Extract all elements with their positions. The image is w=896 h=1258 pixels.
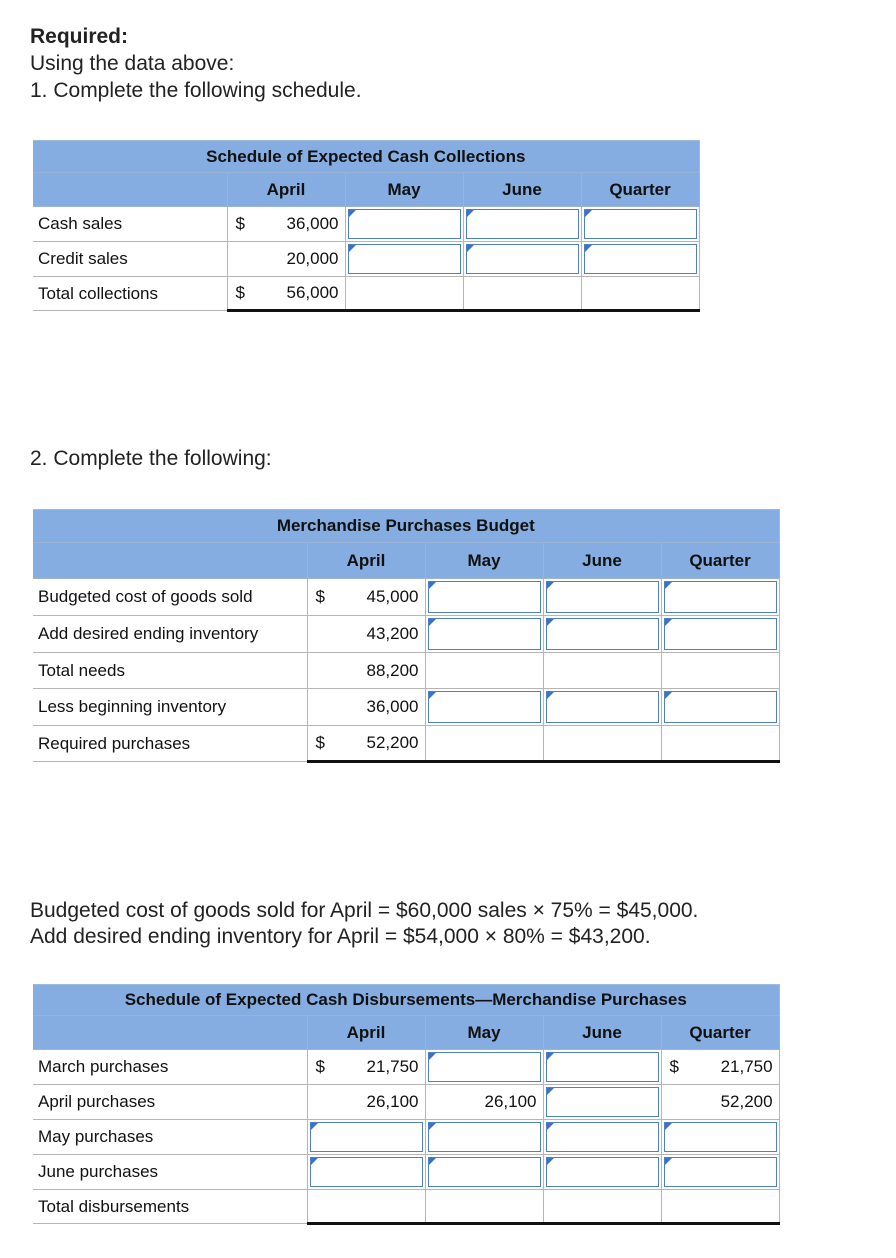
may-required-purchases-cell xyxy=(425,726,543,762)
row-label: Budgeted cost of goods sold xyxy=(33,579,307,616)
quarter-total-cell xyxy=(661,1190,779,1224)
table-row xyxy=(33,689,779,726)
april-cell xyxy=(307,616,425,653)
april-value: 43,200 xyxy=(366,624,419,643)
quarter-cash-sales-input[interactable] xyxy=(584,209,697,239)
header-quarter: Quarter xyxy=(661,1016,779,1050)
table-row xyxy=(33,579,779,616)
june-april-purchases-input[interactable] xyxy=(546,1087,659,1117)
merchandise-purchases-table xyxy=(33,509,780,763)
april-cell xyxy=(307,1050,425,1085)
row-label: Less beginning inventory xyxy=(33,689,307,726)
quarter-value: 52,200 xyxy=(720,1092,773,1111)
row-label: June purchases xyxy=(33,1155,307,1190)
table-row xyxy=(33,653,779,689)
may-cash-sales-input[interactable] xyxy=(348,209,461,239)
may-total-cell xyxy=(425,1190,543,1224)
april-value: 36,000 xyxy=(286,214,339,233)
header-may: May xyxy=(425,1016,543,1050)
april-value: 26,100 xyxy=(366,1092,419,1111)
quarter-cogs-input[interactable] xyxy=(664,581,777,613)
header-blank xyxy=(33,173,227,207)
row-label: Required purchases xyxy=(33,726,307,762)
header-blank xyxy=(33,543,307,579)
header-june: June xyxy=(463,173,581,207)
quarter-total-cell xyxy=(581,277,699,311)
june-required-purchases-cell xyxy=(543,726,661,762)
row-label: Add desired ending inventory xyxy=(33,616,307,653)
april-cell xyxy=(307,689,425,726)
quarter-total-needs-cell xyxy=(661,653,779,689)
quarter-may-purchases-input[interactable] xyxy=(664,1122,777,1152)
header-april: April xyxy=(227,173,345,207)
may-may-purchases-input[interactable] xyxy=(428,1122,541,1152)
table-row xyxy=(33,242,699,277)
may-beginning-inventory-input[interactable] xyxy=(428,691,541,723)
table-row xyxy=(33,1050,779,1085)
april-cell xyxy=(307,1085,425,1120)
cash-collections-table xyxy=(33,140,700,312)
april-cell xyxy=(227,277,345,311)
june-may-purchases-input[interactable] xyxy=(546,1122,659,1152)
dollar-sign: $ xyxy=(315,587,325,606)
quarter-credit-sales-input[interactable] xyxy=(584,244,697,274)
may-value: 26,100 xyxy=(484,1092,537,1111)
june-total-cell xyxy=(543,1190,661,1224)
april-value: 20,000 xyxy=(286,249,339,268)
quarter-cell xyxy=(661,1085,779,1120)
quarter-beginning-inventory-input[interactable] xyxy=(664,691,777,723)
header-quarter: Quarter xyxy=(581,173,699,207)
april-cell xyxy=(227,207,345,242)
may-ending-inventory-input[interactable] xyxy=(428,618,541,650)
may-cogs-input[interactable] xyxy=(428,581,541,613)
table-row xyxy=(33,1190,779,1224)
june-march-purchases-input[interactable] xyxy=(546,1052,659,1082)
april-total-cell xyxy=(307,1190,425,1224)
dollar-sign: $ xyxy=(315,733,325,752)
step-2-text: 2. Complete the following: xyxy=(30,447,272,470)
june-ending-inventory-input[interactable] xyxy=(546,618,659,650)
june-total-needs-cell xyxy=(543,653,661,689)
header-blank xyxy=(33,1016,307,1050)
row-label: Total needs xyxy=(33,653,307,689)
april-value: 56,000 xyxy=(286,283,339,302)
june-june-purchases-input[interactable] xyxy=(546,1157,659,1187)
table-row xyxy=(33,1120,779,1155)
header-april: April xyxy=(307,1016,425,1050)
table-row xyxy=(33,207,699,242)
header-quarter: Quarter xyxy=(661,543,779,579)
april-value: 36,000 xyxy=(366,697,419,716)
may-credit-sales-input[interactable] xyxy=(348,244,461,274)
april-value: 21,750 xyxy=(366,1057,419,1076)
april-value: 88,200 xyxy=(366,660,419,680)
quarter-cell xyxy=(661,1050,779,1085)
note-ending-inventory: Add desired ending inventory for April = $54,000 × 80% = $43,200. xyxy=(30,925,651,948)
table-row xyxy=(33,726,779,762)
june-total-cell xyxy=(463,277,581,311)
row-label: April purchases xyxy=(33,1085,307,1120)
may-total-needs-cell xyxy=(425,653,543,689)
header-may: May xyxy=(345,173,463,207)
dollar-sign: $ xyxy=(315,1057,325,1076)
required-heading: Required: xyxy=(30,25,129,48)
header-april: April xyxy=(307,543,425,579)
april-june-purchases-input[interactable] xyxy=(310,1157,423,1187)
table-title: Schedule of Expected Cash Collections xyxy=(33,141,699,173)
may-total-cell xyxy=(345,277,463,311)
dollar-sign: $ xyxy=(669,1057,679,1076)
june-beginning-inventory-input[interactable] xyxy=(546,691,659,723)
table-row xyxy=(33,616,779,653)
row-label: Total collections xyxy=(33,277,227,311)
cash-disbursements-table xyxy=(33,984,780,1225)
row-label: Cash sales xyxy=(33,207,227,242)
header-june: June xyxy=(543,1016,661,1050)
header-may: May xyxy=(425,543,543,579)
instruction-text: Using the data above: xyxy=(30,52,235,75)
quarter-value: 21,750 xyxy=(720,1057,773,1076)
table-title: Merchandise Purchases Budget xyxy=(33,510,779,543)
table-row xyxy=(33,1085,779,1120)
table-title: Schedule of Expected Cash Disbursements—Merchandise Purchases xyxy=(33,985,779,1016)
dollar-sign: $ xyxy=(235,283,245,302)
header-june: June xyxy=(543,543,661,579)
row-label: Credit sales xyxy=(33,242,227,277)
row-label: May purchases xyxy=(33,1120,307,1155)
note-cogs: Budgeted cost of goods sold for April = $60,000 sales × 75% = $45,000. xyxy=(30,899,699,922)
step-1-text: 1. Complete the following schedule. xyxy=(30,79,362,102)
april-value: 45,000 xyxy=(366,587,419,606)
table-row xyxy=(33,277,699,311)
quarter-ending-inventory-input[interactable] xyxy=(664,618,777,650)
june-cogs-input[interactable] xyxy=(546,581,659,613)
april-value: 52,200 xyxy=(366,733,419,752)
table-row xyxy=(33,1155,779,1190)
april-cell xyxy=(307,653,425,689)
row-label: Total disbursements xyxy=(33,1190,307,1224)
may-june-purchases-input[interactable] xyxy=(428,1157,541,1187)
dollar-sign: $ xyxy=(235,214,245,233)
quarter-required-purchases-cell xyxy=(661,726,779,762)
april-cell xyxy=(307,579,425,616)
april-may-purchases-input[interactable] xyxy=(310,1122,423,1152)
april-cell xyxy=(307,726,425,762)
april-cell xyxy=(227,242,345,277)
may-cell xyxy=(425,1085,543,1120)
row-label: March purchases xyxy=(33,1050,307,1085)
may-march-purchases-input[interactable] xyxy=(428,1052,541,1082)
quarter-june-purchases-input[interactable] xyxy=(664,1157,777,1187)
june-cash-sales-input[interactable] xyxy=(466,209,579,239)
june-credit-sales-input[interactable] xyxy=(466,244,579,274)
